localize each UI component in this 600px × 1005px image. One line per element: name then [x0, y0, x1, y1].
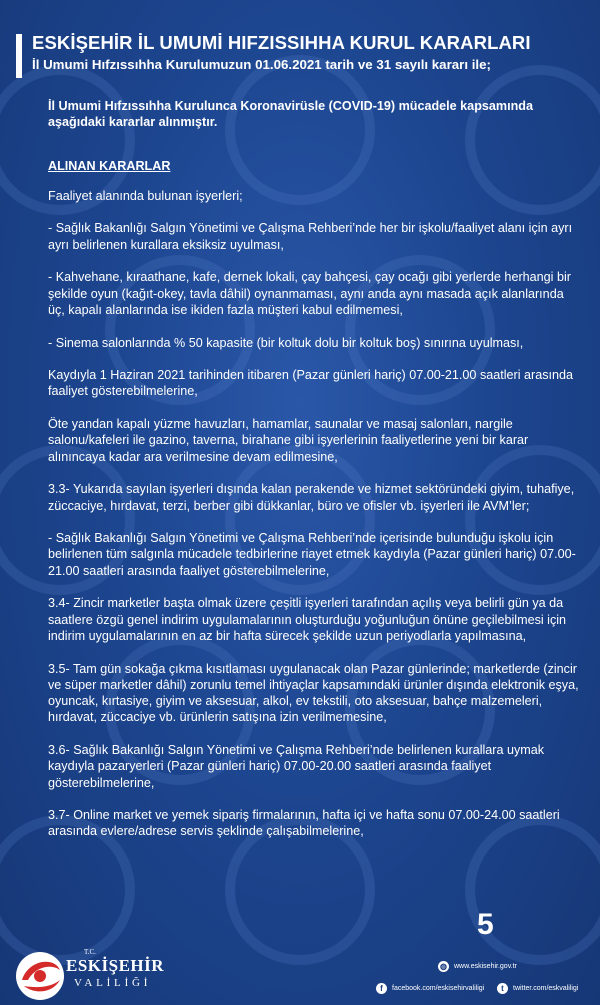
website-text: www.eskisehir.gov.tr	[454, 963, 517, 970]
footer	[0, 930, 600, 1005]
facebook-text: facebook.com/eskisehirvaliligi	[392, 985, 485, 992]
governorship-logo	[14, 948, 165, 1004]
paragraph: - Kahvehane, kıraathane, kafe, dernek lokali, çay bahçesi, çay ocağı gibi yerlerde herhangi bir şekilde oyun (kağıt-okey, tavla dâhil) oynanmaması, aynı anda aynı masada açık alanlarında üç, kapalı alanlarında ise ikiden fazla müşteri kabul edilmemesi,	[48, 270, 571, 317]
twitter-icon: t	[497, 983, 508, 994]
paragraph: Faaliyet alanında bulunan işyerleri;	[48, 188, 243, 203]
paragraph: 3.4- Zincir marketler başta olmak üzere çeşitli işyerleri tarafından açılış veya belirli gün ya da saatlere özgü genel indirim uygulamalarının oluşturduğu yoğunluğun önüne geçilebilmesi için indirim uygulamalarının en az bir hafta sürecek şekilde uzun periyodlarla yapılmasına,	[48, 596, 567, 643]
paragraph: 3.6- Sağlık Bakanlığı Salgın Yönetimi ve Çalışma Rehberi’nde belirlenen kurallara uymak kaydıyla pazaryerleri (Pazar günleri hariç) 07.00-20.00 saatleri arasında faaliyet gösterebilmelerine,	[48, 742, 545, 790]
website-link[interactable]	[438, 961, 517, 972]
page-title: ESKİŞEHİR İL UMUMİ HIFZISSIHHA KURUL KARARLARI	[32, 32, 531, 53]
logo-name: ESKİŞEHİR	[66, 956, 165, 975]
logo-emblem-icon	[14, 950, 66, 1002]
intro-paragraph: İl Umumi Hıfzıssıhha Kurulunca Koronavirüsle (COVID-19) mücadele kapsamında aşağıdaki kararlar alınmıştır.	[48, 99, 533, 130]
facebook-link[interactable]	[376, 983, 484, 994]
page-subtitle: İl Umumi Hıfzıssıhha Kurulumuzun 01.06.2021 tarih ve 31 sayılı kararı ile;	[32, 57, 491, 72]
paragraph: - Sinema salonlarında % 50 kapasite (bir koltuk dolu bir koltuk boş) sınırına uyulması,	[48, 335, 524, 350]
page-number: 5	[477, 908, 494, 941]
logo-tc-label: T.C.	[84, 948, 96, 956]
facebook-icon: f	[376, 983, 387, 994]
decision-text	[48, 98, 580, 856]
paragraph: 3.7- Online market ve yemek sipariş firmalarının, hafta içi ve hafta sonu 07.00-24.00 saatleri arasında evlere/adrese servis şeklinde çalışabilmelerine,	[48, 808, 560, 839]
twitter-link[interactable]	[497, 983, 578, 994]
section-heading: ALINAN KARARLAR	[48, 158, 171, 173]
paragraph: 3.5- Tam gün sokağa çıkma kısıtlaması uygulanacak olan Pazar günlerinde; marketlerde (zincir ve süper marketler dâhil) zorunlu temel ihtiyaçlar kapsamındaki ürünler dışında elektronik eşya, oyuncak, kırtasiye, giyim ve aksesuar, alkol, ev tekstili, oto aksesuar, bahçe malzemeleri, hırdavat, züccaciye vb. ürünlerin satışına izin verilmemesine,	[48, 661, 579, 725]
globe-icon: ◍	[438, 961, 449, 972]
twitter-text: twitter.com/eskvaliligi	[513, 985, 579, 992]
paragraph: Kaydıyla 1 Haziran 2021 tarihinden itibaren (Pazar günleri hariç) 07.00-21.00 saatleri arasında faaliyet gösterebilmelerine,	[48, 368, 574, 399]
header-accent-bar	[16, 34, 22, 78]
paragraph: 3.3- Yukarıda sayılan işyerleri dışında kalan perakende ve hizmet sektöründeki giyim, tuhafiye, züccaciye, hırdavat, terzi, berber gibi dükkanlar, büro ve ofisler vb. işyerleri ile AVM’ler;	[48, 482, 575, 513]
paragraph: - Sağlık Bakanlığı Salgın Yönetimi ve Çalışma Rehberi’nde her bir işkolu/faaliyet alanı için ayrı ayrı belirlenen kurallara eksiksiz uyulması,	[48, 221, 573, 252]
header	[16, 30, 586, 74]
paragraph: - Sağlık Bakanlığı Salgın Yönetimi ve Çalışma Rehberi’nde içerisinde bulunduğu işkolu için belirlenen tüm salgınla mücadele tedbirlerine riayet etmek kaydıyla (Pazar günleri hariç) 07.00-21.00 saatleri arasında faaliyet gösterebilmelerine,	[48, 531, 576, 578]
paragraph: Öte yandan kapalı yüzme havuzları, hamamlar, saunalar ve masaj salonları, nargile salonu/kafeleri ile gazino, taverna, birahane gibi işyerlerinin faaliyetlerine yeni bir karar alınıncaya kadar ara verilmesine devam edilmesine,	[48, 417, 529, 464]
logo-name-secondary: VALİLİĞİ	[74, 977, 152, 989]
